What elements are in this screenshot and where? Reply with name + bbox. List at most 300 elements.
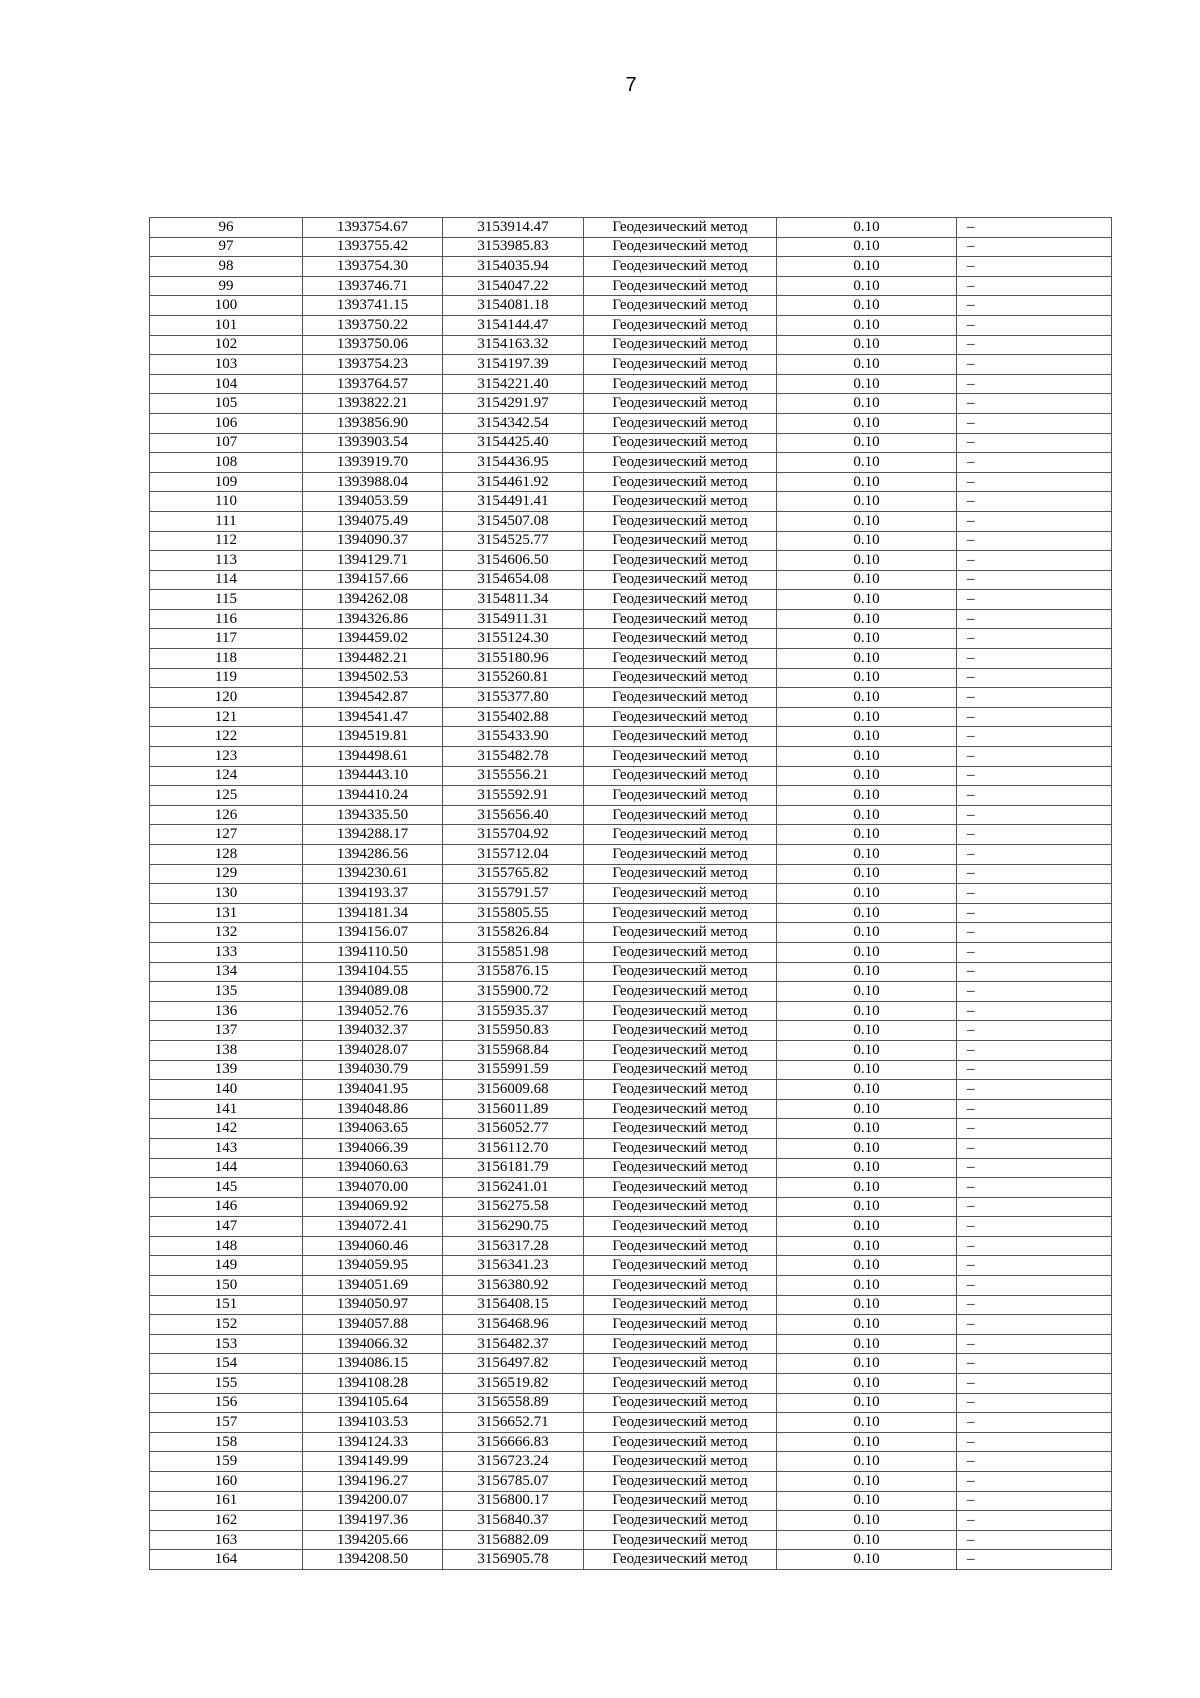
point-number-cell: 162 xyxy=(150,1511,303,1531)
method-cell: Геодезический метод xyxy=(584,276,777,296)
accuracy-cell: 0.10 xyxy=(777,1452,957,1472)
point-number-cell: 102 xyxy=(150,335,303,355)
table-row xyxy=(150,1472,1112,1492)
accuracy-cell: 0.10 xyxy=(777,1060,957,1080)
table-row xyxy=(150,394,1112,414)
point-number-cell: 116 xyxy=(150,609,303,629)
table-row xyxy=(150,845,1112,865)
note-cell: – xyxy=(957,1354,1112,1374)
method-cell: Геодезический метод xyxy=(584,531,777,551)
y-coordinate-cell: 3156290.75 xyxy=(443,1217,584,1237)
note-cell: – xyxy=(957,355,1112,375)
y-coordinate-cell: 3153985.83 xyxy=(443,237,584,257)
y-coordinate-cell: 3156723.24 xyxy=(443,1452,584,1472)
point-number-cell: 147 xyxy=(150,1217,303,1237)
accuracy-cell: 0.10 xyxy=(777,982,957,1002)
note-cell: – xyxy=(957,1472,1112,1492)
point-number-cell: 125 xyxy=(150,786,303,806)
table-row xyxy=(150,1491,1112,1511)
point-number-cell: 128 xyxy=(150,845,303,865)
method-cell: Геодезический метод xyxy=(584,590,777,610)
x-coordinate-cell: 1394072.41 xyxy=(303,1217,443,1237)
x-coordinate-cell: 1394502.53 xyxy=(303,668,443,688)
note-cell: – xyxy=(957,296,1112,316)
table-row xyxy=(150,1432,1112,1452)
x-coordinate-cell: 1394060.63 xyxy=(303,1158,443,1178)
y-coordinate-cell: 3154163.32 xyxy=(443,335,584,355)
x-coordinate-cell: 1394086.15 xyxy=(303,1354,443,1374)
point-number-cell: 151 xyxy=(150,1295,303,1315)
note-cell: – xyxy=(957,1217,1112,1237)
accuracy-cell: 0.10 xyxy=(777,1197,957,1217)
method-cell: Геодезический метод xyxy=(584,1178,777,1198)
table-row xyxy=(150,1550,1112,1570)
method-cell: Геодезический метод xyxy=(584,237,777,257)
accuracy-cell: 0.10 xyxy=(777,1040,957,1060)
note-cell: – xyxy=(957,982,1112,1002)
point-number-cell: 157 xyxy=(150,1413,303,1433)
x-coordinate-cell: 1393903.54 xyxy=(303,433,443,453)
y-coordinate-cell: 3154221.40 xyxy=(443,374,584,394)
point-number-cell: 142 xyxy=(150,1119,303,1139)
x-coordinate-cell: 1394030.79 xyxy=(303,1060,443,1080)
note-cell: – xyxy=(957,707,1112,727)
method-cell: Геодезический метод xyxy=(584,335,777,355)
note-cell: – xyxy=(957,1491,1112,1511)
y-coordinate-cell: 3155851.98 xyxy=(443,942,584,962)
table-row xyxy=(150,296,1112,316)
y-coordinate-cell: 3156519.82 xyxy=(443,1374,584,1394)
accuracy-cell: 0.10 xyxy=(777,1472,957,1492)
table-row xyxy=(150,649,1112,669)
method-cell: Геодезический метод xyxy=(584,1452,777,1472)
table-row xyxy=(150,1452,1112,1472)
method-cell: Геодезический метод xyxy=(584,1374,777,1394)
note-cell: – xyxy=(957,884,1112,904)
method-cell: Геодезический метод xyxy=(584,668,777,688)
x-coordinate-cell: 1393988.04 xyxy=(303,472,443,492)
x-coordinate-cell: 1393919.70 xyxy=(303,453,443,473)
method-cell: Геодезический метод xyxy=(584,1119,777,1139)
point-number-cell: 149 xyxy=(150,1256,303,1276)
accuracy-cell: 0.10 xyxy=(777,903,957,923)
point-number-cell: 115 xyxy=(150,590,303,610)
note-cell: – xyxy=(957,805,1112,825)
y-coordinate-cell: 3156666.83 xyxy=(443,1432,584,1452)
y-coordinate-cell: 3154291.97 xyxy=(443,394,584,414)
y-coordinate-cell: 3155260.81 xyxy=(443,668,584,688)
note-cell: – xyxy=(957,1197,1112,1217)
table-row xyxy=(150,551,1112,571)
table-row xyxy=(150,1158,1112,1178)
note-cell: – xyxy=(957,825,1112,845)
note-cell: – xyxy=(957,962,1112,982)
accuracy-cell: 0.10 xyxy=(777,1236,957,1256)
table-row xyxy=(150,472,1112,492)
accuracy-cell: 0.10 xyxy=(777,786,957,806)
accuracy-cell: 0.10 xyxy=(777,864,957,884)
y-coordinate-cell: 3156840.37 xyxy=(443,1511,584,1531)
coordinates-table xyxy=(149,217,1112,1570)
table-row xyxy=(150,903,1112,923)
accuracy-cell: 0.10 xyxy=(777,413,957,433)
method-cell: Геодезический метод xyxy=(584,903,777,923)
point-number-cell: 132 xyxy=(150,923,303,943)
x-coordinate-cell: 1394124.33 xyxy=(303,1432,443,1452)
x-coordinate-cell: 1394110.50 xyxy=(303,942,443,962)
method-cell: Геодезический метод xyxy=(584,1472,777,1492)
x-coordinate-cell: 1394205.66 xyxy=(303,1530,443,1550)
point-number-cell: 99 xyxy=(150,276,303,296)
x-coordinate-cell: 1394051.69 xyxy=(303,1276,443,1296)
method-cell: Геодезический метод xyxy=(584,982,777,1002)
point-number-cell: 153 xyxy=(150,1334,303,1354)
y-coordinate-cell: 3154525.77 xyxy=(443,531,584,551)
method-cell: Геодезический метод xyxy=(584,1530,777,1550)
x-coordinate-cell: 1394066.39 xyxy=(303,1138,443,1158)
method-cell: Геодезический метод xyxy=(584,433,777,453)
method-cell: Геодезический метод xyxy=(584,1060,777,1080)
y-coordinate-cell: 3155124.30 xyxy=(443,629,584,649)
x-coordinate-cell: 1394193.37 xyxy=(303,884,443,904)
method-cell: Геодезический метод xyxy=(584,1334,777,1354)
table-row xyxy=(150,786,1112,806)
method-cell: Геодезический метод xyxy=(584,413,777,433)
table-row xyxy=(150,1256,1112,1276)
accuracy-cell: 0.10 xyxy=(777,1413,957,1433)
method-cell: Геодезический метод xyxy=(584,1295,777,1315)
note-cell: – xyxy=(957,1119,1112,1139)
table-row xyxy=(150,747,1112,767)
note-cell: – xyxy=(957,472,1112,492)
accuracy-cell: 0.10 xyxy=(777,609,957,629)
x-coordinate-cell: 1394498.61 xyxy=(303,747,443,767)
y-coordinate-cell: 3156905.78 xyxy=(443,1550,584,1570)
note-cell: – xyxy=(957,1158,1112,1178)
note-cell: – xyxy=(957,766,1112,786)
y-coordinate-cell: 3154144.47 xyxy=(443,315,584,335)
table-row xyxy=(150,1001,1112,1021)
table-row xyxy=(150,629,1112,649)
table-row xyxy=(150,805,1112,825)
y-coordinate-cell: 3155482.78 xyxy=(443,747,584,767)
point-number-cell: 117 xyxy=(150,629,303,649)
accuracy-cell: 0.10 xyxy=(777,805,957,825)
x-coordinate-cell: 1393856.90 xyxy=(303,413,443,433)
method-cell: Геодезический метод xyxy=(584,1413,777,1433)
table-row xyxy=(150,1040,1112,1060)
accuracy-cell: 0.10 xyxy=(777,355,957,375)
y-coordinate-cell: 3155712.04 xyxy=(443,845,584,865)
table-row xyxy=(150,531,1112,551)
note-cell: – xyxy=(957,453,1112,473)
note-cell: – xyxy=(957,668,1112,688)
x-coordinate-cell: 1394288.17 xyxy=(303,825,443,845)
table-row xyxy=(150,218,1112,238)
point-number-cell: 144 xyxy=(150,1158,303,1178)
x-coordinate-cell: 1393750.22 xyxy=(303,315,443,335)
table-row xyxy=(150,1393,1112,1413)
point-number-cell: 148 xyxy=(150,1236,303,1256)
y-coordinate-cell: 3156275.58 xyxy=(443,1197,584,1217)
y-coordinate-cell: 3156052.77 xyxy=(443,1119,584,1139)
x-coordinate-cell: 1394286.56 xyxy=(303,845,443,865)
method-cell: Геодезический метод xyxy=(584,453,777,473)
y-coordinate-cell: 3155656.40 xyxy=(443,805,584,825)
note-cell: – xyxy=(957,629,1112,649)
x-coordinate-cell: 1394208.50 xyxy=(303,1550,443,1570)
note-cell: – xyxy=(957,1374,1112,1394)
note-cell: – xyxy=(957,1413,1112,1433)
note-cell: – xyxy=(957,394,1112,414)
note-cell: – xyxy=(957,1021,1112,1041)
note-cell: – xyxy=(957,747,1112,767)
point-number-cell: 112 xyxy=(150,531,303,551)
x-coordinate-cell: 1394542.87 xyxy=(303,688,443,708)
accuracy-cell: 0.10 xyxy=(777,766,957,786)
accuracy-cell: 0.10 xyxy=(777,1021,957,1041)
method-cell: Геодезический метод xyxy=(584,825,777,845)
table-row xyxy=(150,355,1112,375)
accuracy-cell: 0.10 xyxy=(777,668,957,688)
note-cell: – xyxy=(957,237,1112,257)
x-coordinate-cell: 1393754.67 xyxy=(303,218,443,238)
table-row xyxy=(150,570,1112,590)
x-coordinate-cell: 1393764.57 xyxy=(303,374,443,394)
x-coordinate-cell: 1393754.30 xyxy=(303,257,443,277)
method-cell: Геодезический метод xyxy=(584,766,777,786)
y-coordinate-cell: 3156652.71 xyxy=(443,1413,584,1433)
table-row xyxy=(150,1530,1112,1550)
point-number-cell: 107 xyxy=(150,433,303,453)
accuracy-cell: 0.10 xyxy=(777,315,957,335)
table-row xyxy=(150,590,1112,610)
point-number-cell: 118 xyxy=(150,649,303,669)
accuracy-cell: 0.10 xyxy=(777,237,957,257)
y-coordinate-cell: 3156468.96 xyxy=(443,1315,584,1335)
x-coordinate-cell: 1393754.23 xyxy=(303,355,443,375)
note-cell: – xyxy=(957,257,1112,277)
y-coordinate-cell: 3154047.22 xyxy=(443,276,584,296)
x-coordinate-cell: 1393822.21 xyxy=(303,394,443,414)
x-coordinate-cell: 1394230.61 xyxy=(303,864,443,884)
accuracy-cell: 0.10 xyxy=(777,1217,957,1237)
method-cell: Геодезический метод xyxy=(584,1001,777,1021)
method-cell: Геодезический метод xyxy=(584,1158,777,1178)
point-number-cell: 101 xyxy=(150,315,303,335)
x-coordinate-cell: 1394482.21 xyxy=(303,649,443,669)
table-row xyxy=(150,1276,1112,1296)
x-coordinate-cell: 1394541.47 xyxy=(303,707,443,727)
method-cell: Геодезический метод xyxy=(584,1393,777,1413)
note-cell: – xyxy=(957,374,1112,394)
method-cell: Геодезический метод xyxy=(584,1354,777,1374)
accuracy-cell: 0.10 xyxy=(777,218,957,238)
accuracy-cell: 0.10 xyxy=(777,747,957,767)
accuracy-cell: 0.10 xyxy=(777,1256,957,1276)
method-cell: Геодезический метод xyxy=(584,1315,777,1335)
method-cell: Геодезический метод xyxy=(584,747,777,767)
x-coordinate-cell: 1394459.02 xyxy=(303,629,443,649)
table-row xyxy=(150,1217,1112,1237)
method-cell: Геодезический метод xyxy=(584,1276,777,1296)
note-cell: – xyxy=(957,649,1112,669)
method-cell: Геодезический метод xyxy=(584,864,777,884)
point-number-cell: 141 xyxy=(150,1099,303,1119)
method-cell: Геодезический метод xyxy=(584,845,777,865)
method-cell: Геодезический метод xyxy=(584,570,777,590)
point-number-cell: 135 xyxy=(150,982,303,1002)
y-coordinate-cell: 3155876.15 xyxy=(443,962,584,982)
accuracy-cell: 0.10 xyxy=(777,453,957,473)
table-row xyxy=(150,766,1112,786)
table-row xyxy=(150,1021,1112,1041)
method-cell: Геодезический метод xyxy=(584,629,777,649)
note-cell: – xyxy=(957,1511,1112,1531)
accuracy-cell: 0.10 xyxy=(777,570,957,590)
note-cell: – xyxy=(957,1256,1112,1276)
coordinates-table-body xyxy=(150,218,1112,1570)
method-cell: Геодезический метод xyxy=(584,884,777,904)
y-coordinate-cell: 3156785.07 xyxy=(443,1472,584,1492)
point-number-cell: 114 xyxy=(150,570,303,590)
accuracy-cell: 0.10 xyxy=(777,1276,957,1296)
y-coordinate-cell: 3155826.84 xyxy=(443,923,584,943)
note-cell: – xyxy=(957,551,1112,571)
method-cell: Геодезический метод xyxy=(584,1511,777,1531)
point-number-cell: 139 xyxy=(150,1060,303,1080)
x-coordinate-cell: 1394519.81 xyxy=(303,727,443,747)
method-cell: Геодезический метод xyxy=(584,355,777,375)
y-coordinate-cell: 3156408.15 xyxy=(443,1295,584,1315)
point-number-cell: 159 xyxy=(150,1452,303,1472)
method-cell: Геодезический метод xyxy=(584,1432,777,1452)
y-coordinate-cell: 3155180.96 xyxy=(443,649,584,669)
y-coordinate-cell: 3156558.89 xyxy=(443,1393,584,1413)
note-cell: – xyxy=(957,864,1112,884)
y-coordinate-cell: 3154654.08 xyxy=(443,570,584,590)
y-coordinate-cell: 3155592.91 xyxy=(443,786,584,806)
y-coordinate-cell: 3154081.18 xyxy=(443,296,584,316)
table-row xyxy=(150,884,1112,904)
method-cell: Геодезический метод xyxy=(584,374,777,394)
x-coordinate-cell: 1394089.08 xyxy=(303,982,443,1002)
method-cell: Геодезический метод xyxy=(584,1021,777,1041)
note-cell: – xyxy=(957,433,1112,453)
point-number-cell: 158 xyxy=(150,1432,303,1452)
y-coordinate-cell: 3154342.54 xyxy=(443,413,584,433)
table-row xyxy=(150,1511,1112,1531)
y-coordinate-cell: 3156317.28 xyxy=(443,1236,584,1256)
accuracy-cell: 0.10 xyxy=(777,1550,957,1570)
method-cell: Геодезический метод xyxy=(584,1550,777,1570)
note-cell: – xyxy=(957,531,1112,551)
note-cell: – xyxy=(957,942,1112,962)
page-number: 7 xyxy=(625,74,637,96)
table-row xyxy=(150,688,1112,708)
y-coordinate-cell: 3155791.57 xyxy=(443,884,584,904)
method-cell: Геодезический метод xyxy=(584,1080,777,1100)
x-coordinate-cell: 1394032.37 xyxy=(303,1021,443,1041)
method-cell: Геодезический метод xyxy=(584,296,777,316)
x-coordinate-cell: 1394069.92 xyxy=(303,1197,443,1217)
accuracy-cell: 0.10 xyxy=(777,629,957,649)
x-coordinate-cell: 1394060.46 xyxy=(303,1236,443,1256)
accuracy-cell: 0.10 xyxy=(777,551,957,571)
x-coordinate-cell: 1394075.49 xyxy=(303,511,443,531)
x-coordinate-cell: 1394050.97 xyxy=(303,1295,443,1315)
accuracy-cell: 0.10 xyxy=(777,1530,957,1550)
x-coordinate-cell: 1394090.37 xyxy=(303,531,443,551)
note-cell: – xyxy=(957,1138,1112,1158)
method-cell: Геодезический метод xyxy=(584,1236,777,1256)
method-cell: Геодезический метод xyxy=(584,257,777,277)
note-cell: – xyxy=(957,903,1112,923)
point-number-cell: 161 xyxy=(150,1491,303,1511)
table-row xyxy=(150,923,1112,943)
point-number-cell: 98 xyxy=(150,257,303,277)
accuracy-cell: 0.10 xyxy=(777,845,957,865)
y-coordinate-cell: 3154811.34 xyxy=(443,590,584,610)
point-number-cell: 137 xyxy=(150,1021,303,1041)
point-number-cell: 156 xyxy=(150,1393,303,1413)
note-cell: – xyxy=(957,1178,1112,1198)
table-row xyxy=(150,668,1112,688)
method-cell: Геодезический метод xyxy=(584,688,777,708)
table-row xyxy=(150,492,1112,512)
method-cell: Геодезический метод xyxy=(584,786,777,806)
table-row xyxy=(150,1178,1112,1198)
y-coordinate-cell: 3154035.94 xyxy=(443,257,584,277)
table-row xyxy=(150,433,1112,453)
point-number-cell: 129 xyxy=(150,864,303,884)
note-cell: – xyxy=(957,1315,1112,1335)
method-cell: Геодезический метод xyxy=(584,649,777,669)
table-row xyxy=(150,1334,1112,1354)
point-number-cell: 121 xyxy=(150,707,303,727)
note-cell: – xyxy=(957,511,1112,531)
accuracy-cell: 0.10 xyxy=(777,923,957,943)
point-number-cell: 97 xyxy=(150,237,303,257)
x-coordinate-cell: 1394129.71 xyxy=(303,551,443,571)
method-cell: Геодезический метод xyxy=(584,551,777,571)
table-row xyxy=(150,982,1112,1002)
method-cell: Геодезический метод xyxy=(584,1217,777,1237)
x-coordinate-cell: 1394052.76 xyxy=(303,1001,443,1021)
y-coordinate-cell: 3156380.92 xyxy=(443,1276,584,1296)
table-row xyxy=(150,1197,1112,1217)
note-cell: – xyxy=(957,1452,1112,1472)
table-row xyxy=(150,1315,1112,1335)
accuracy-cell: 0.10 xyxy=(777,257,957,277)
x-coordinate-cell: 1394157.66 xyxy=(303,570,443,590)
y-coordinate-cell: 3154436.95 xyxy=(443,453,584,473)
accuracy-cell: 0.10 xyxy=(777,649,957,669)
accuracy-cell: 0.10 xyxy=(777,1432,957,1452)
point-number-cell: 106 xyxy=(150,413,303,433)
point-number-cell: 123 xyxy=(150,747,303,767)
y-coordinate-cell: 3155968.84 xyxy=(443,1040,584,1060)
x-coordinate-cell: 1394262.08 xyxy=(303,590,443,610)
accuracy-cell: 0.10 xyxy=(777,433,957,453)
y-coordinate-cell: 3155805.55 xyxy=(443,903,584,923)
y-coordinate-cell: 3156241.01 xyxy=(443,1178,584,1198)
accuracy-cell: 0.10 xyxy=(777,707,957,727)
method-cell: Геодезический метод xyxy=(584,805,777,825)
table-row xyxy=(150,942,1112,962)
point-number-cell: 124 xyxy=(150,766,303,786)
x-coordinate-cell: 1394103.53 xyxy=(303,1413,443,1433)
